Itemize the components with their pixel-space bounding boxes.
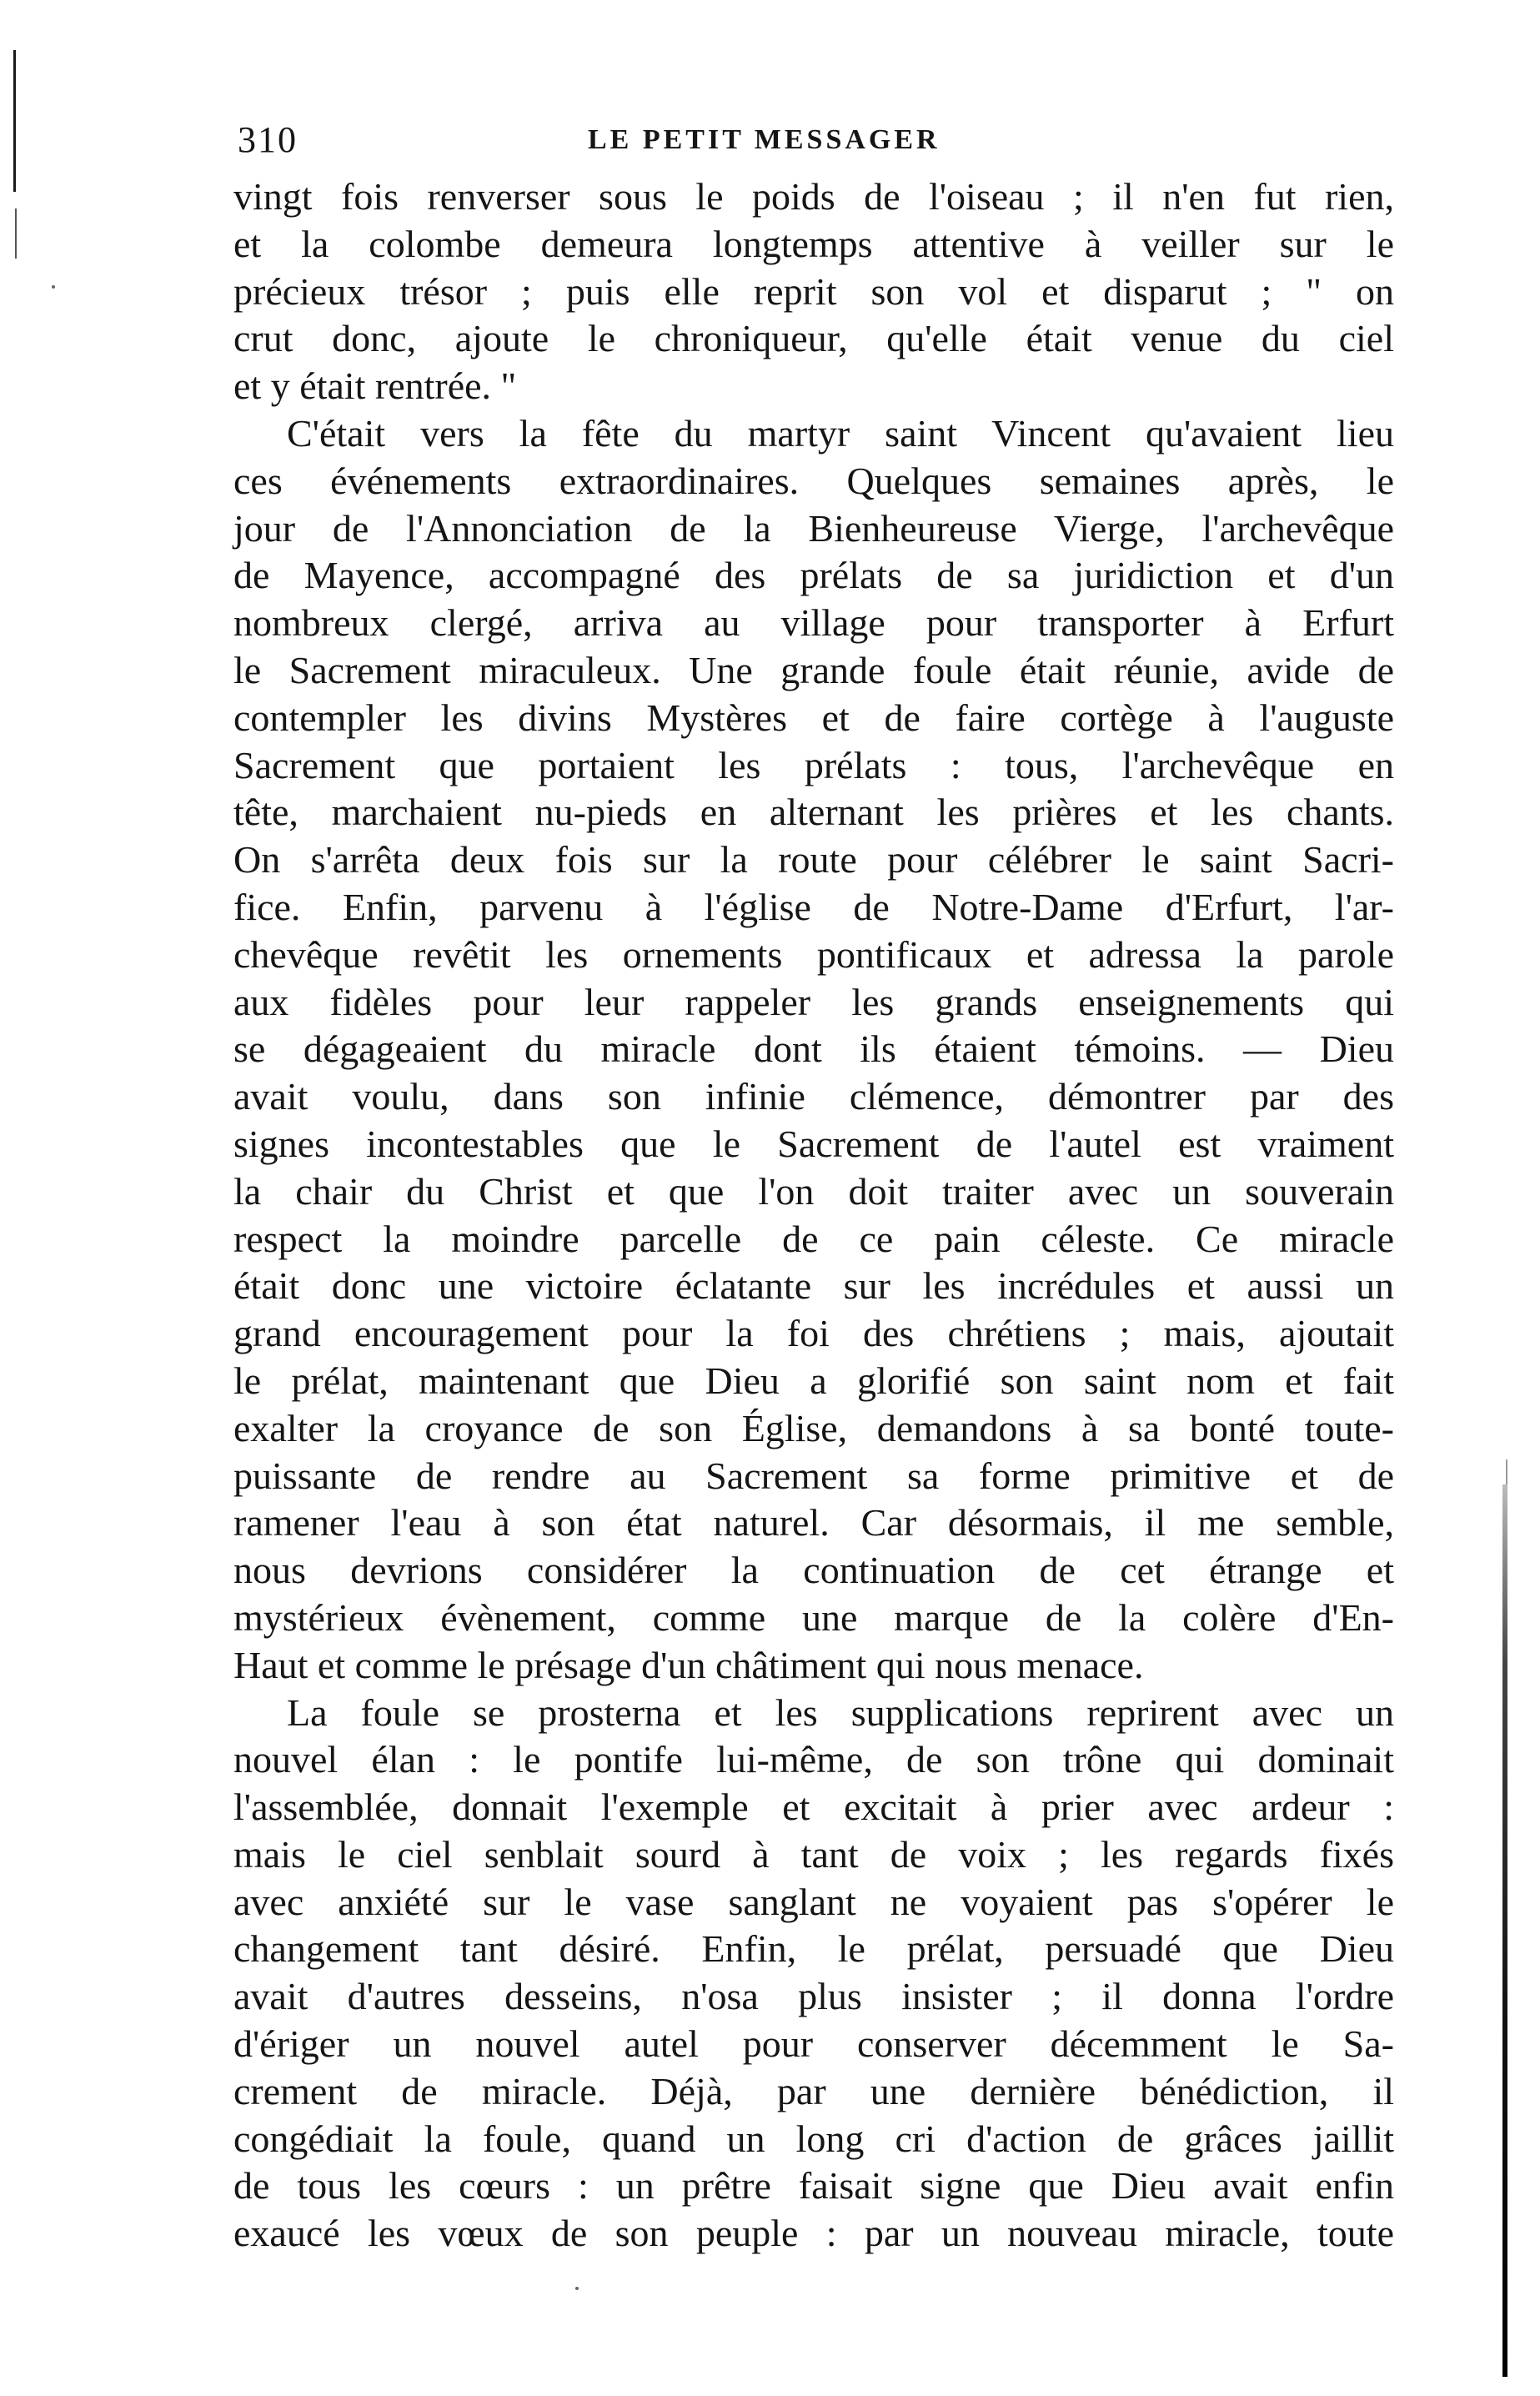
paragraph-start-line: C'était vers la fête du martyr saint Vincent qu'avaient lieu (287, 411, 1394, 455)
text-line: se dégageaient du miracle dont ils étaient témoins. — Dieu (233, 1027, 1394, 1071)
scan-edge-left-fragment (15, 208, 17, 259)
text-line: nouvel élan : le pontife lui-même, de son trône qui dominait (233, 1738, 1394, 1781)
text-line: aux fidèles pour leur rappeler les grands enseignements qui (233, 980, 1394, 1023)
text-line: respect la moindre parcelle de ce pain céleste. Ce miracle (233, 1217, 1394, 1260)
body-text (233, 173, 1394, 2258)
text-line: exaucé les vœux de son peuple : par un nouveau miracle, toute (233, 2212, 1394, 2255)
text-line: de tous les cœurs : un prêtre faisait signe que Dieu avait enfin (233, 2164, 1394, 2208)
text-line: ces événements extraordinaires. Quelques semaines après, le (233, 459, 1394, 502)
text-line: le Sacrement miraculeux. Une grande foule était réunie, avide de (233, 648, 1394, 691)
text-line: avait voulu, dans son infinie clémence, démontrer par des (233, 1075, 1394, 1118)
text-line: tête, marchaient nu-pieds en alternant les prières et les chants. (233, 791, 1394, 834)
page-header (238, 115, 1392, 165)
scan-speck (52, 285, 55, 289)
text-line: mais le ciel senblait sourd à tant de voix ; les regards fixés (233, 1832, 1394, 1876)
page-number: 310 (238, 119, 298, 160)
text-line: puissante de rendre au Sacrement sa forme primitive et de (233, 1454, 1394, 1497)
text-line: signes incontestables que le Sacrement de l'autel est vraiment (233, 1122, 1394, 1165)
text-line: et la colombe demeura longtemps attentive à veiller sur le (233, 222, 1394, 265)
paragraph-start-line: La foule se prosterna et les supplications reprirent avec un (287, 1690, 1394, 1734)
scan-speck (575, 2287, 579, 2290)
text-line: le prélat, maintenant que Dieu a glorifié son saint nom et fait (233, 1359, 1394, 1402)
text-line: nombreux clergé, arriva au village pour transporter à Erfurt (233, 601, 1394, 645)
text-line: la chair du Christ et que l'on doit traiter avec un souverain (233, 1169, 1394, 1213)
text-line: Haut et comme le présage d'un châtiment qui nous menace. (233, 1643, 1144, 1686)
text-line: était donc une victoire éclatante sur les incrédules et aussi un (233, 1264, 1394, 1308)
scan-edge-left (13, 50, 16, 192)
text-line: congédiait la foule, quand un long cri d'action de grâces jaillit (233, 2117, 1394, 2160)
text-line: ramener l'eau à son état naturel. Car désormais, il me semble, (233, 1501, 1394, 1545)
scan-edge-right (1502, 1484, 1507, 2377)
text-line: avait d'autres desseins, n'osa plus insister ; il donna l'ordre (233, 1975, 1394, 2018)
text-line: crut donc, ajoute le chroniqueur, qu'elle était venue du ciel (233, 317, 1394, 360)
text-line: grand encouragement pour la foi des chrétiens ; mais, ajoutait (233, 1312, 1394, 1355)
text-line: d'ériger un nouvel autel pour conserver décemment le Sa- (233, 2022, 1394, 2066)
text-line: nous devrions considérer la continuation de cet étrange et (233, 1549, 1394, 1592)
text-line: précieux trésor ; puis elle reprit son vol et disparut ; " on (233, 269, 1394, 313)
text-line: contempler les divins Mystères et de faire cortège à l'auguste (233, 696, 1394, 739)
text-line: crement de miracle. Déjà, par une dernière bénédiction, il (233, 2069, 1394, 2112)
text-line: Sacrement que portaient les prélats : tous, l'archevêque en (233, 743, 1394, 786)
text-line: exalter la croyance de son Église, demandons à sa bonté toute- (233, 1406, 1394, 1449)
text-line: l'assemblée, donnait l'exemple et excitait à prier avec ardeur : (233, 1786, 1394, 1829)
text-line: On s'arrêta deux fois sur la route pour célébrer le saint Sacri- (233, 838, 1394, 882)
running-title: LE PETIT MESSAGER (588, 124, 941, 155)
text-line: avec anxiété sur le vase sanglant ne voyaient pas s'opérer le (233, 1880, 1394, 1923)
text-line: vingt fois renverser sous le poids de l'oiseau ; il n'en fut rien, (233, 175, 1394, 218)
text-line: fice. Enfin, parvenu à l'église de Notre-Dame d'Erfurt, l'ar- (233, 885, 1394, 928)
text-line: mystérieux évènement, comme une marque de la colère d'En- (233, 1595, 1394, 1639)
text-line: jour de l'Annonciation de la Bienheureuse Vierge, l'archevêque (233, 506, 1394, 550)
text-line: et y était rentrée. " (233, 364, 517, 408)
text-line: changement tant désiré. Enfin, le prélat, persuadé que Dieu (233, 1927, 1394, 1971)
text-line: chevêque revêtit les ornements pontificaux et adressa la parole (233, 932, 1394, 976)
text-line: de Mayence, accompagné des prélats de sa juridiction et d'un (233, 554, 1394, 597)
